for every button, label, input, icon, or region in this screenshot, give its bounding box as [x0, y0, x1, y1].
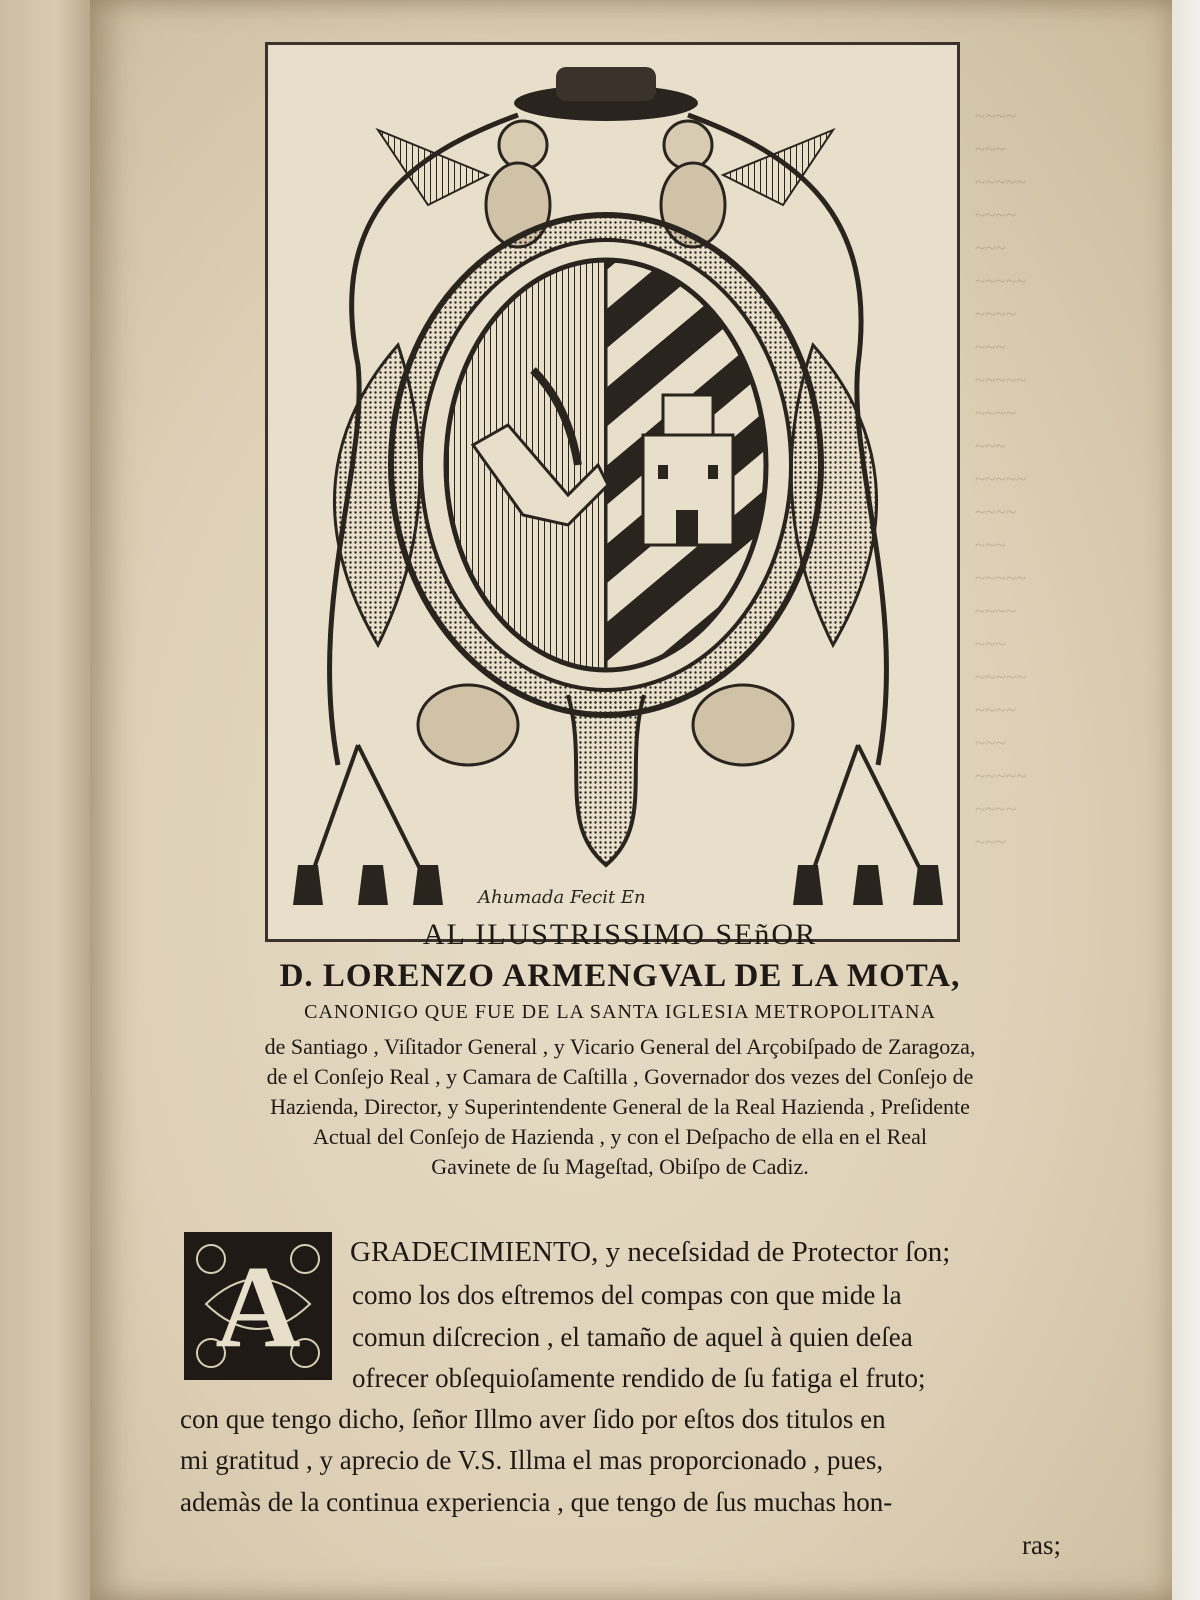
engraved-coat-of-arms-plate — [265, 42, 960, 942]
initial-letter: A — [215, 1241, 301, 1372]
body-text-line: mi gratitud , y aprecio de V.S. Illma el mas proporcionado , pues, — [180, 1445, 884, 1475]
engraver-signature: Ahumada Fecit En — [478, 887, 646, 908]
tassel-icon — [293, 745, 443, 905]
dedicatee-title-line: Gavinete de ſu Mageſtad, Obiſpo de Cadiz. — [431, 1154, 809, 1179]
body-text-line: ofrecer obſequioſamente rendido de ſu fatiga el fruto; — [352, 1363, 926, 1393]
body-text-line: comun diſcrecion , el tamaño de aquel à quien deſea — [352, 1322, 913, 1352]
body-text-line: ademàs de la continua experiencia , que tengo de ſus muchas hon- — [180, 1487, 893, 1517]
cardinal-hat-icon — [514, 67, 698, 121]
dedication-heading: AL ILUSTRISSIMO SEñOR — [422, 918, 818, 951]
dedicatee-title-line: Actual del Conſejo de Hazienda , y con el Deſpacho de ella en el Real — [313, 1124, 927, 1149]
dedicatee-title-line: de Santiago , Viſitador General , y Vicario General del Arçobiſpado de Zaragoza, — [264, 1034, 976, 1059]
background-edge — [1172, 0, 1200, 1600]
decorated-initial — [184, 1232, 332, 1380]
tassel-icon — [793, 745, 943, 905]
catchword: ras; — [1022, 1530, 1061, 1560]
dedicatee-title: CANONIGO QUE FUE DE LA SANTA IGLESIA METROPOLITANA — [304, 1001, 936, 1023]
dedicatee-name: D. LORENZO ARMENGVAL DE LA MOTA, — [279, 958, 961, 994]
body-text-line: con que tengo dicho, ſeñor Illmo aver ſido por eſtos dos titulos en — [180, 1404, 886, 1434]
body-text-line: como los dos eſtremos del compas con que mide la — [352, 1280, 902, 1310]
body-text-line: GRADECIMIENTO, y neceſsidad de Protector ſon; — [350, 1236, 951, 1268]
dedicatee-title-line: de el Conſejo Real , y Camara de Caſtilla , Governador dos vezes del Conſejo de — [266, 1064, 974, 1089]
dedicatee-title-line: Hazienda, Director, y Superintendente General de la Real Hazienda , Preſidente — [270, 1094, 970, 1119]
left-page-edge — [0, 0, 94, 1600]
coat-of-arms-engraving — [268, 45, 957, 939]
bleed-through-text: ~~~~ ~~~ ~~~~~ ~~~~ ~~~ ~~~~~ ~~~~ ~~~ ~~~~~ ~~~~ ~~~ ~~~~~ ~~~~ ~~~ ~~~~~ ~~~~ ~~~ ~~~~~ ~~~~ ~~~ ~~~~~ ~~~~ ~~~ — [975, 106, 1027, 853]
